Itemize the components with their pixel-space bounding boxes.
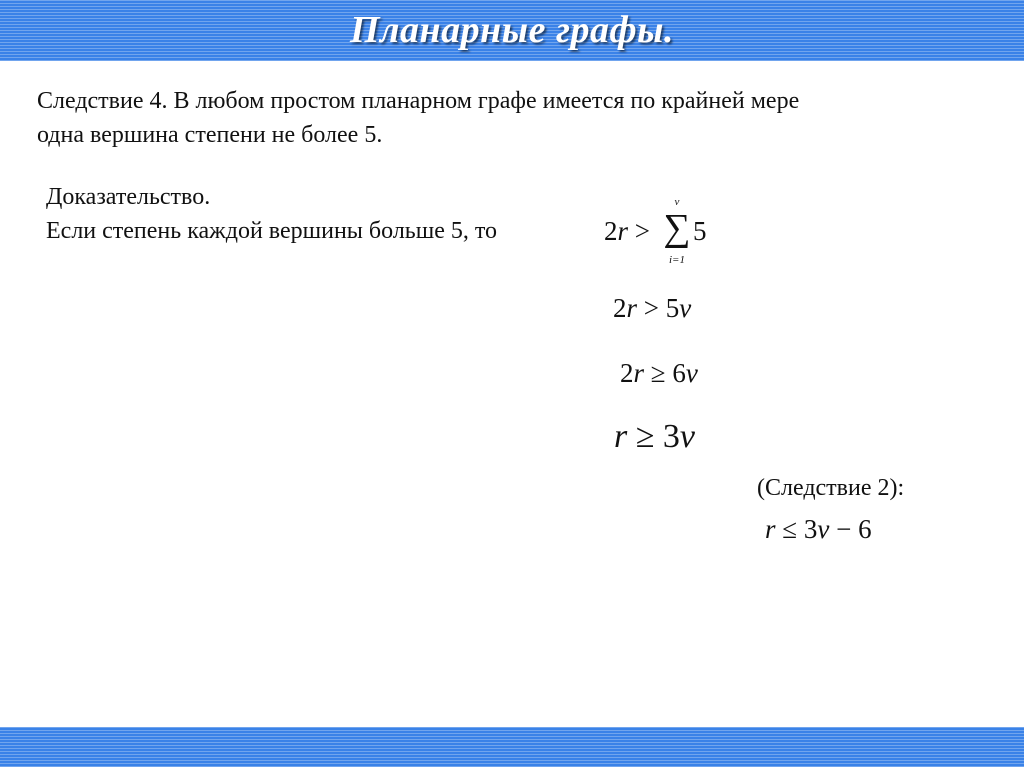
sigma-group [662,196,692,272]
eq3-var: r [633,358,645,388]
proof-line: Если степень каждой вершины больше 5, то [46,218,498,244]
eq3-rhs-coef: 6 [672,358,686,388]
eq3-rhs-var: v [685,358,698,388]
eq4-rhs-coef: 3 [662,418,680,455]
eq4-relation: ≥ [635,418,655,455]
eq5-var: r [765,514,776,544]
eq2-var: r [626,293,638,323]
reference-corollary-2: (Следствие 2): [757,475,905,501]
eq3-relation: ≥ [650,358,666,388]
formula-r-le-3v-minus-6 [765,514,872,545]
sum-lhs [604,216,650,247]
eq5-relation: ≤ [782,514,798,544]
eq5-const: 6 [858,514,872,544]
footer-band [0,727,1024,767]
eq2-rhs-coef: 5 [665,293,680,323]
sigma-icon: ∑ [663,207,691,249]
corollary-statement [37,84,799,152]
formula-2r-gt-5v [613,293,691,324]
eq2-rhs-var: v [679,293,692,323]
statement-line-1: Следствие 4. В любом простом планарном графе имеется по крайней мере [37,88,800,114]
eq4-var: r [614,418,628,455]
eq5-rhs-coef: 3 [803,514,818,544]
sum-lhs-coef: 2 [604,216,618,246]
proof-block [46,180,497,248]
slide-title: Планарные графы. [349,9,675,51]
eq5-op: − [836,514,852,544]
sigma-lower-index: i=1 [669,254,685,266]
sum-relation: > [634,216,650,246]
formula-r-ge-3v [614,418,695,456]
formula-sum [604,196,714,272]
eq2-coef: 2 [613,293,627,323]
sum-summand: 5 [693,216,707,246]
proof-heading: Доказательство. [46,184,211,210]
sigma-lower-limit [662,254,692,266]
eq4-rhs-var: v [679,418,695,455]
formula-2r-ge-6v [620,358,698,389]
eq3-coef: 2 [620,358,634,388]
eq2-relation: > [643,293,659,323]
statement-line-2: одна вершина степени не более 5. [37,122,383,148]
eq5-rhs-var: v [817,514,830,544]
sigma-upper-limit: v [674,196,680,208]
sum-lhs-var: r [617,216,629,246]
